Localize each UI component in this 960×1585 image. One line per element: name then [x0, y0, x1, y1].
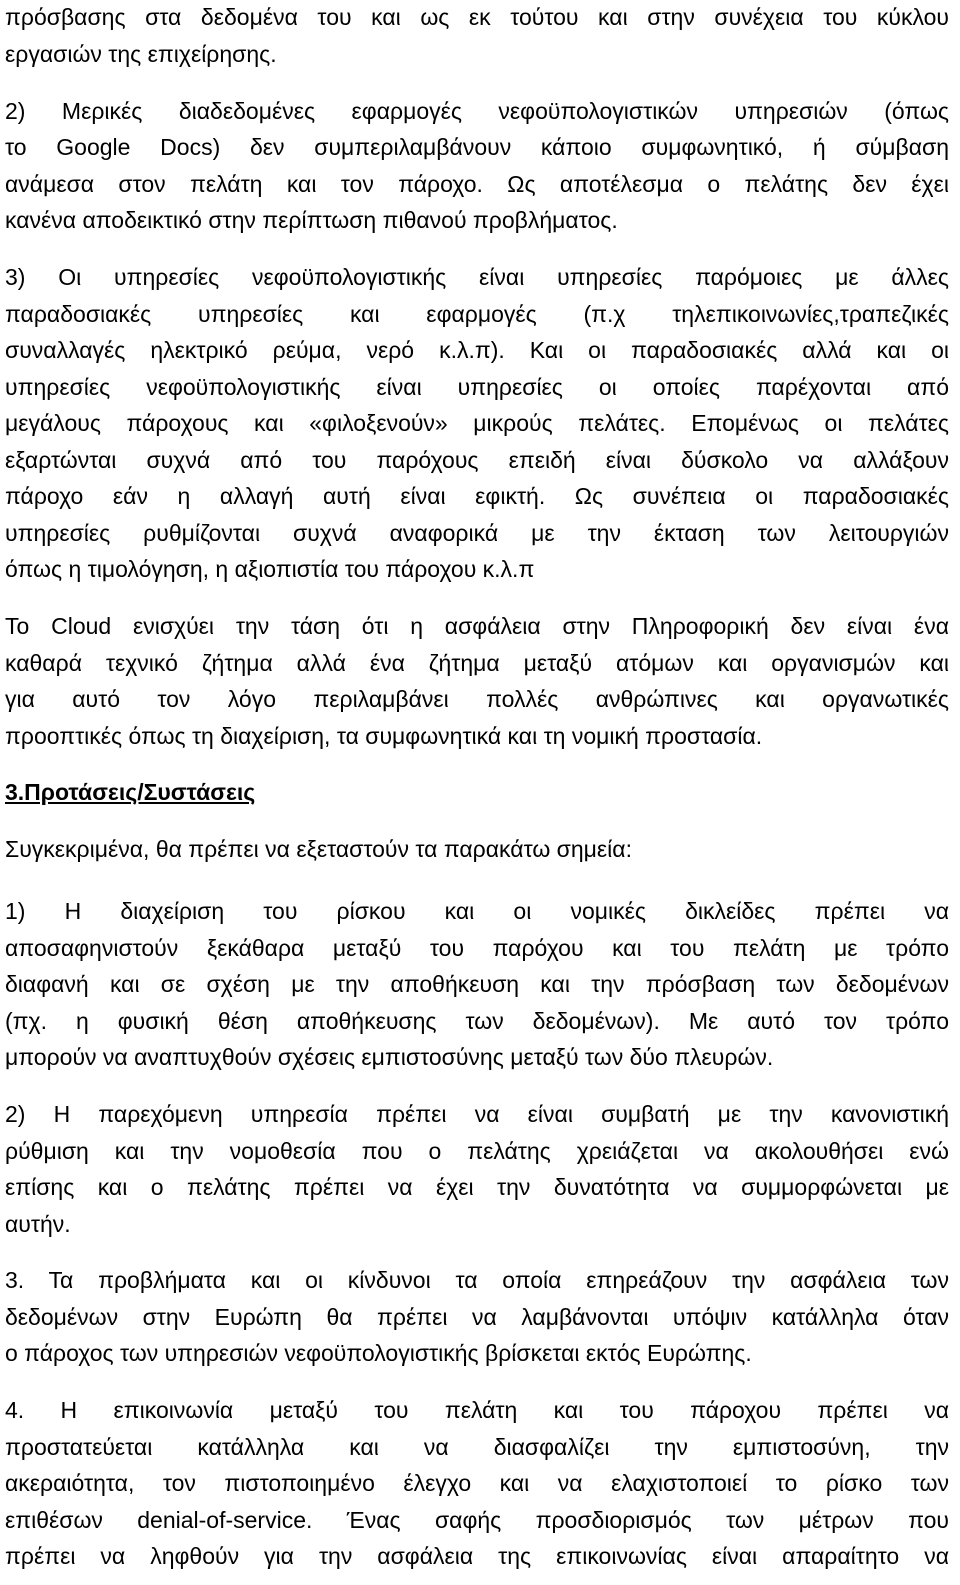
paragraph-line: πάροχο εάν η αλλαγή αυτή είναι εφικτή. Ως συνέπεια οι παραδοσιακές [5, 483, 949, 509]
paragraph-line: εξαρτώνται συχνά από του παρόχους επειδή είναι δύσκολο να αλλάξουν [5, 447, 949, 473]
paragraph-line: συναλλαγές ηλεκτρικό ρεύμα, νερό κ.λ.π). Και οι παραδοσιακές αλλά και οι [5, 337, 949, 363]
paragraph-line: ρύθμιση και την νομοθεσία που ο πελάτης χρειάζεται να ακολουθήσει ενώ [5, 1138, 949, 1164]
section-heading: 3.Προτάσεις/Συστάσεις [5, 779, 256, 805]
paragraph-line: προοπτικές όπως τη διαχείριση, τα συμφωνητικά και τη νομική προστασία. [5, 723, 763, 749]
paragraph-line: πρόσβασης στα δεδομένα του και ως εκ τούτου και στην συνέχεια του κύκλου [5, 4, 949, 30]
paragraph-line: 3) Οι υπηρεσίες νεφοϋπολογιστικής είναι υπηρεσίες παρόμοιες με άλλες [5, 264, 949, 290]
paragraph-line: 4. Η επικοινωνία μεταξύ του πελάτη και του πάροχου πρέπει να [5, 1397, 949, 1423]
paragraph-line: 3. Τα προβλήματα και οι κίνδυνοι τα οποία επηρεάζουν την ασφάλεια των [5, 1267, 949, 1293]
intro-text: Συγκεκριμένα, θα πρέπει να εξεταστούν τα παρακάτω σημεία: [5, 836, 632, 862]
paragraph-line: όπως η τιμολόγηση, η αξιοπιστία του πάροχου κ.λ.π [5, 556, 535, 582]
paragraph-line: το Google Docs) δεν συμπεριλαμβάνουν κάποιο συμφωνητικό, ή σύμβαση [5, 134, 949, 160]
paragraph-line: δεδομένων στην Ευρώπη θα πρέπει να λαμβάνονται υπόψιν κατάλληλα όταν [5, 1304, 949, 1330]
paragraph-line: μεγάλους πάροχους και «φιλοξενούν» μικρούς πελάτες. Επομένως οι πελάτες [5, 410, 949, 436]
paragraph-line: 2) Μερικές διαδεδομένες εφαρμογές νεφοϋπολογιστικών υπηρεσιών (όπως [5, 98, 949, 124]
paragraph-line: ο πάροχος των υπηρεσιών νεφοϋπολογιστικής βρίσκεται εκτός Ευρώπης. [5, 1340, 752, 1366]
paragraph-line: ακεραιότητα, τον πιστοποιημένο έλεγχο και να ελαχιστοποιεί το ρίσκο των [5, 1470, 949, 1496]
paragraph-line: επιθέσων denial-of-service. Ένας σαφής προσδιορισμός των μέτρων που [5, 1507, 949, 1533]
paragraph-line: μπορούν να αναπτυχθούν σχέσεις εμπιστοσύνης μεταξύ των δύο πλευρών. [5, 1044, 774, 1070]
paragraph-line: 1) Η διαχείριση του ρίσκου και οι νομικές δικλείδες πρέπει να [5, 898, 949, 924]
paragraph-line: Το Cloud ενισχύει την τάση ότι η ασφάλεια στην Πληροφορική δεν είναι ένα [5, 613, 949, 639]
paragraph-line: ανάμεσα στον πελάτη και τον πάροχο. Ως αποτέλεσμα ο πελάτης δεν έχει [5, 171, 949, 197]
paragraph-line: υπηρεσίες νεφοϋπολογιστικής είναι υπηρεσίες οι οποίες παρέχονται από [5, 374, 949, 400]
paragraph-line: για αυτό τον λόγο περιλαμβάνει πολλές ανθρώπινες και οργανωτικές [5, 686, 949, 712]
paragraph-line: εργασιών της επιχείρησης. [5, 41, 277, 67]
paragraph-line: επίσης και ο πελάτης πρέπει να έχει την δυνατότητα να συμμορφώνεται με [5, 1174, 949, 1200]
paragraph-line: πρέπει να ληφθούν για την ασφάλεια της επικοινωνίας είναι απαραίτητο να [5, 1543, 949, 1569]
paragraph-line: 2) Η παρεχόμενη υπηρεσία πρέπει να είναι συμβατή με την κανονιστική [5, 1101, 949, 1127]
paragraph-line: κανένα αποδεικτικό στην περίπτωση πιθανού προβλήματος. [5, 207, 618, 233]
paragraph-line: παραδοσιακές υπηρεσίες και εφαρμογές (π.χ τηλεπικοινωνίες,τραπεζικές [5, 301, 949, 327]
paragraph-line: (πχ. η φυσική θέση αποθήκευσης των δεδομένων). Με αυτό τον τρόπο [5, 1008, 949, 1034]
paragraph-line: αποσαφηνιστούν ξεκάθαρα μεταξύ του παρόχου και του πελάτη με τρόπο [5, 935, 949, 961]
paragraph-line: διαφανή και σε σχέση με την αποθήκευση και την πρόσβαση των δεδομένων [5, 971, 949, 997]
paragraph-line: καθαρά τεχνικό ζήτημα αλλά ένα ζήτημα μεταξύ ατόμων και οργανισμών και [5, 650, 949, 676]
paragraph-line: προστατεύεται κατάλληλα και να διασφαλίζει την εμπιστοσύνη, την [5, 1434, 949, 1460]
paragraph-line: υπηρεσίες ρυθμίζονται συχνά αναφορικά με την έκταση των λειτουργιών [5, 520, 949, 546]
paragraph-line: αυτήν. [5, 1211, 71, 1237]
